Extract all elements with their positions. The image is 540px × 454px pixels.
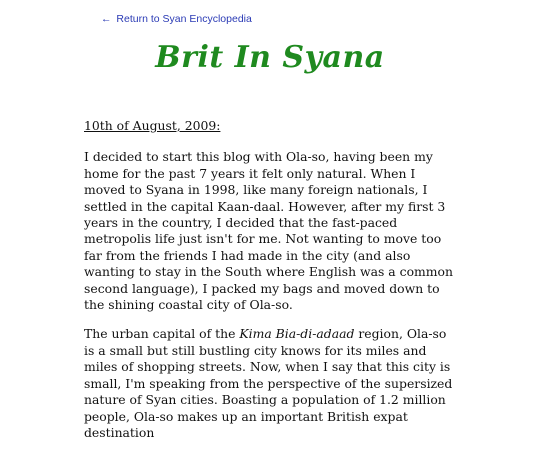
region-name: Kima Bia-di-adaad [239,326,355,342]
site-title: Brit In Syana [155,40,385,75]
post-paragraph-2-rest: region, Ola-so is a small but still bustling city knows for its miles and miles of shopping streets. Now, when I say that this city is small, I'm speaking from the perspective of the supersized nature of Syan cities. Boasting a population of 1.2 million people, Ola-so makes up an important British expat destination [84,326,453,440]
left-arrow-icon: ← [101,13,112,25]
post-date: 10th of August, 2009: [84,118,221,133]
post-paragraph-2-start: The urban capital of the [84,326,240,342]
back-link-label: Return to Syan Encyclopedia [116,13,252,25]
post-paragraph-1: I decided to start this blog with Ola-so, having been my home for the past 7 years it felt only natural. When I moved to Syana in 1998, like many foreign nationals, I settled in the capital Kaan-daal. However, after my first 3 years in the country, I decided that the fast-paced metropolis life just isn't for me. Not wanting to move too far from the friends I had made in the city (and also wanting to stay in the South where English was a common second language), I packed my bags and moved down to the shining coastal city of Ola-so. [84,149,453,313]
blog-post [84,118,456,454]
back-to-encyclopedia-link[interactable] [101,13,252,25]
post-paragraph-2 [84,326,456,441]
